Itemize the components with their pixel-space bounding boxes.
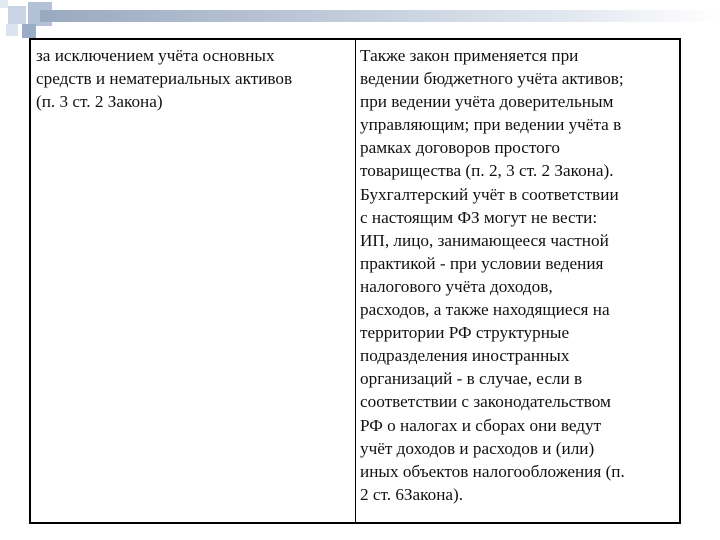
text-line: налогового учёта доходов, (360, 276, 553, 296)
text-line: 2 ст. 6Закона). (360, 484, 464, 504)
text-line: управляющим; при ведении учёта в (360, 115, 622, 135)
table-cell-left (31, 40, 356, 522)
text-line: иных объектов налогообложения (п. (360, 461, 625, 481)
text-line: практикой - при условии ведения (360, 253, 604, 273)
text-line: Бухгалтерский учёт в соответствии (360, 184, 619, 204)
decorative-square (22, 24, 36, 38)
text-line: организаций - в случае, если в (360, 369, 583, 389)
text-line: расходов, а также находящиеся на (360, 300, 610, 320)
text-line: средств и нематериальных активов (36, 69, 293, 89)
content-table (29, 38, 681, 524)
text-line: ИП, лицо, занимающееся частной (360, 230, 609, 250)
text-line: территории РФ структурные (360, 323, 570, 343)
text-line: подразделения иностранных (360, 346, 570, 366)
text-line: при ведении учёта доверительным (360, 92, 614, 112)
text-line: (п. 3 ст. 2 Закона) (36, 92, 163, 112)
text-line: с настоящим ФЗ могут не вести: (360, 207, 598, 227)
text-line: товарищества (п. 2, 3 ст. 2 Закона). (360, 161, 614, 181)
table-cell-right (356, 40, 679, 522)
text-line: за исключением учёта основных (36, 46, 275, 65)
text-line: РФ о налогах и сборах они ведут (360, 415, 602, 435)
decorative-square (0, 0, 8, 8)
text-line: ведении бюджетного учёта активов; (360, 69, 624, 89)
decorative-square (6, 24, 18, 36)
text-line: соответствии с законодательством (360, 392, 611, 412)
decorative-top-bar (40, 10, 720, 22)
decorative-square (8, 6, 26, 24)
text-line: Также закон применяется при (360, 46, 579, 65)
text-line: рамках договоров простого (360, 138, 560, 158)
text-line: учёт доходов и расходов и (или) (360, 438, 595, 458)
